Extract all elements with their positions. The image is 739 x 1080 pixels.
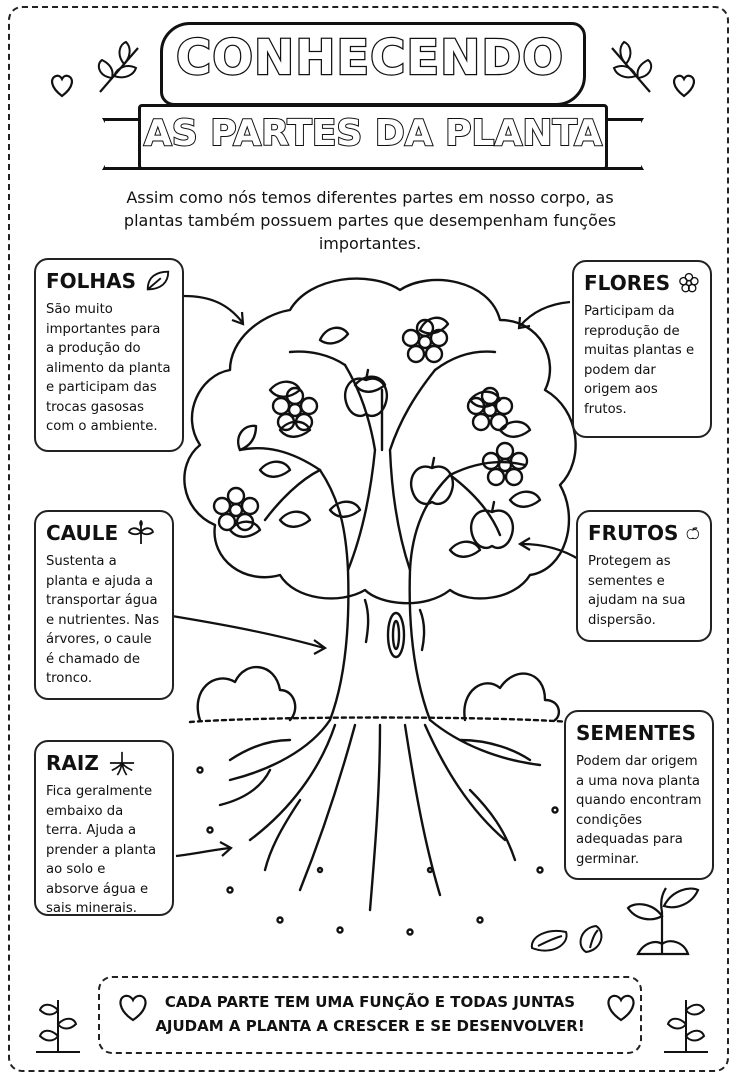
card-folhas-title: FOLHAS [46, 269, 137, 293]
card-raiz-text: Fica geralmente embaixo da terra. Ajuda a prender a planta ao solo e absorve água e sais minerais. [46, 784, 157, 916]
card-folhas-heading [46, 268, 172, 294]
apple-icon [686, 520, 700, 546]
card-flores-title: FLORES [584, 271, 671, 295]
tree-apple [471, 502, 513, 548]
plant-icon-bottom-right [660, 990, 712, 1054]
card-frutos [576, 510, 712, 642]
intro-text: Assim como nós temos diferentes partes em nosso corpo, as plantas também possuem partes que desempenham funções importantes. [123, 188, 617, 253]
card-raiz-heading [46, 750, 162, 776]
heart-icon-footer-right [604, 992, 638, 1022]
arrow-caule [168, 612, 332, 656]
card-frutos-text: Protegem as sementes e ajudam na sua dispersão. [588, 554, 686, 628]
card-frutos-heading [588, 520, 700, 546]
card-caule-heading [46, 520, 162, 546]
seedling-icon [622, 872, 702, 960]
card-raiz [34, 740, 174, 916]
footer-line-2: AJUDAM A PLANTA A CRESCER E SE DESENVOLVER! [155, 1017, 585, 1035]
leaf-sprig-icon-top-left [92, 40, 146, 96]
leaf-sprig-icon-top-right [604, 40, 658, 96]
tree-roots [220, 720, 540, 910]
tree-flower [214, 488, 258, 530]
roots-icon [107, 750, 137, 776]
arrow-raiz [172, 838, 236, 862]
card-sementes [564, 710, 714, 880]
card-sementes-heading [576, 720, 702, 746]
ground-line [190, 718, 570, 723]
card-folhas [34, 258, 184, 452]
card-raiz-title: RAIZ [46, 751, 99, 775]
arrow-folhas [180, 290, 250, 330]
card-caule-text: Sustenta a planta e ajuda a transportar água e nutrientes. Nas árvores, o caule é chamado de tronco. [46, 554, 160, 686]
heart-icon-top-right [670, 72, 698, 98]
page-title: CONHECENDO [176, 30, 564, 86]
plant-icon-bottom-left [32, 990, 84, 1054]
card-folhas-text: São muito importantes para a produção do alimento da planta e participam das trocas gasosas com o ambiente. [46, 302, 171, 434]
page-subtitle: AS PARTES DA PLANTA [143, 113, 603, 154]
card-caule [34, 510, 174, 700]
heart-icon-top-left [48, 72, 76, 98]
card-flores [572, 260, 712, 438]
card-caule-title: CAULE [46, 521, 119, 545]
tree-trunk [320, 470, 450, 720]
card-flores-text: Participam da reprodução de muitas plantas e podem dar origem aos frutos. [584, 304, 695, 417]
card-sementes-text: Podem dar origem a uma nova planta quando encontram condições adequadas para germinar. [576, 754, 702, 867]
card-frutos-title: FRUTOS [588, 521, 679, 545]
bush-right [464, 674, 559, 720]
bush-left [198, 667, 295, 720]
tree-flower [403, 320, 447, 362]
footer-line-1: CADA PARTE TEM UMA FUNÇÃO E TODAS JUNTAS [164, 993, 576, 1011]
card-sementes-title: SEMENTES [576, 721, 697, 745]
card-flores-heading [584, 270, 700, 296]
footer-message [140, 990, 600, 1038]
arrow-flores [512, 298, 574, 332]
sprout-icon [126, 520, 156, 546]
arrow-frutos [514, 536, 584, 566]
leaf-icon [144, 268, 172, 294]
flower-icon [678, 270, 700, 296]
seeds-illustration [526, 918, 618, 960]
